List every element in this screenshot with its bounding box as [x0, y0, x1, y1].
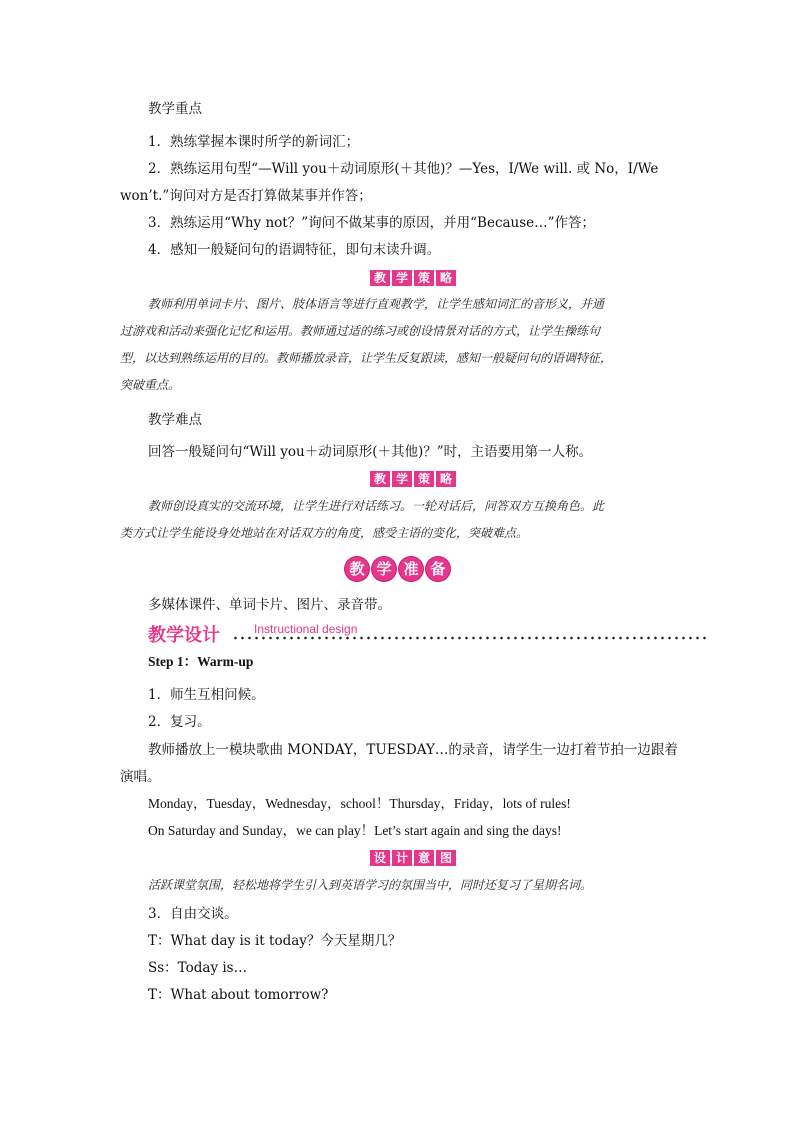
strategy-tag-char: 策	[414, 270, 434, 286]
design-item-1: 1．师生互相问候。	[148, 687, 265, 703]
focus-item-1: 1．熟练掌握本课时所学的新词汇；	[148, 134, 360, 150]
intent-text: 活跃课堂氛围，轻松地将学生引入到英语学习的氛围当中，同时还复习了星期名词。	[148, 878, 593, 892]
strategy1-line-4: 突破重点。	[120, 378, 181, 392]
intent-tag-char: 设	[370, 850, 390, 866]
song-line-2: On Saturday and Sunday，we can play！Let’s start again and sing the days!	[148, 823, 562, 838]
strategy1-line-3: 型，以达到熟练运用的目的。教师播放录音，让学生反复跟读，感知一般疑问句的语调特征，	[120, 351, 613, 365]
design-item-3: 3．自由交谈。	[148, 906, 238, 922]
design-title: 教学设计	[148, 625, 220, 646]
strategy-tag-char: 教	[370, 270, 390, 286]
review-line-2: 演唱。	[120, 769, 161, 785]
dialog-line-2: Ss：Today is…	[148, 960, 248, 976]
review-line-1: 教师播放上一模块歌曲 MONDAY，TUESDAY…的录音，请学生一边打着节拍一边跟着	[148, 742, 678, 758]
strategy-tag-1	[370, 270, 456, 286]
strategy-tag-2	[370, 471, 456, 487]
prep-tag	[345, 557, 450, 581]
strategy-tag-char: 略	[436, 471, 456, 487]
strategy-tag-char: 策	[414, 471, 434, 487]
song-line-1: Monday，Tuesday，Wednesday，school！Thursday，Friday，lots of rules!	[148, 796, 571, 811]
step-heading: Step 1：Warm-up	[148, 654, 254, 669]
prep-tag-char: 学	[372, 557, 396, 581]
design-subtitle: Instructional design	[254, 622, 358, 636]
difficulty-heading: 教学难点	[148, 412, 202, 428]
prep-tag-char: 教	[345, 557, 369, 581]
prep-tag-char: 准	[399, 557, 423, 581]
design-item-2: 2．复习。	[148, 714, 211, 730]
design-title-dots	[232, 636, 710, 640]
strategy-tag-char: 略	[436, 270, 456, 286]
strategy-tag-char: 学	[392, 471, 412, 487]
difficulty-text: 回答一般疑问句“Will you＋动词原形(＋其他)？”时，主语要用第一人称。	[148, 444, 593, 460]
intent-tag-char: 图	[436, 850, 456, 866]
intent-tag	[370, 850, 456, 866]
strategy-tag-char: 教	[370, 471, 390, 487]
focus-item-3: 3．熟练运用“Why not？”询问不做某事的原因，并用“Because…”作答；	[148, 215, 596, 231]
focus-heading: 教学重点	[148, 101, 202, 117]
intent-tag-char: 意	[414, 850, 434, 866]
focus-item-2-cont: won’t.”询问对方是否打算做某事并作答；	[120, 188, 372, 204]
strategy1-line-1: 教师利用单词卡片、图片、肢体语言等进行直观教学，让学生感知词汇的音形义，并通	[148, 297, 605, 311]
focus-item-2: 2．熟练运用句型“—Will you＋动词原形(＋其他)？—Yes，I/We will. 或 No，I/We	[148, 161, 659, 177]
prep-text: 多媒体课件、单词卡片、图片、录音带。	[148, 597, 391, 613]
dialog-line-1: T：What day is it today？今天星期几？	[148, 933, 402, 949]
strategy-tag-char: 学	[392, 270, 412, 286]
intent-tag-char: 计	[392, 850, 412, 866]
prep-tag-char: 备	[426, 557, 450, 581]
strategy1-line-2: 过游戏和活动来强化记忆和运用。教师通过适的练习或创设情景对话的方式，让学生操练句	[120, 324, 601, 338]
strategy2-line-1: 教师创设真实的交流环境，让学生进行对话练习。一轮对话后，问答双方互换角色。此	[148, 499, 605, 513]
focus-item-4: 4．感知一般疑问句的语调特征，即句末读升调。	[148, 242, 441, 258]
strategy2-line-2: 类方式让学生能设身处地站在对话双方的角度，感受主语的变化，突破难点。	[120, 526, 529, 540]
dialog-line-3: T：What about tomorrow?	[148, 987, 329, 1003]
